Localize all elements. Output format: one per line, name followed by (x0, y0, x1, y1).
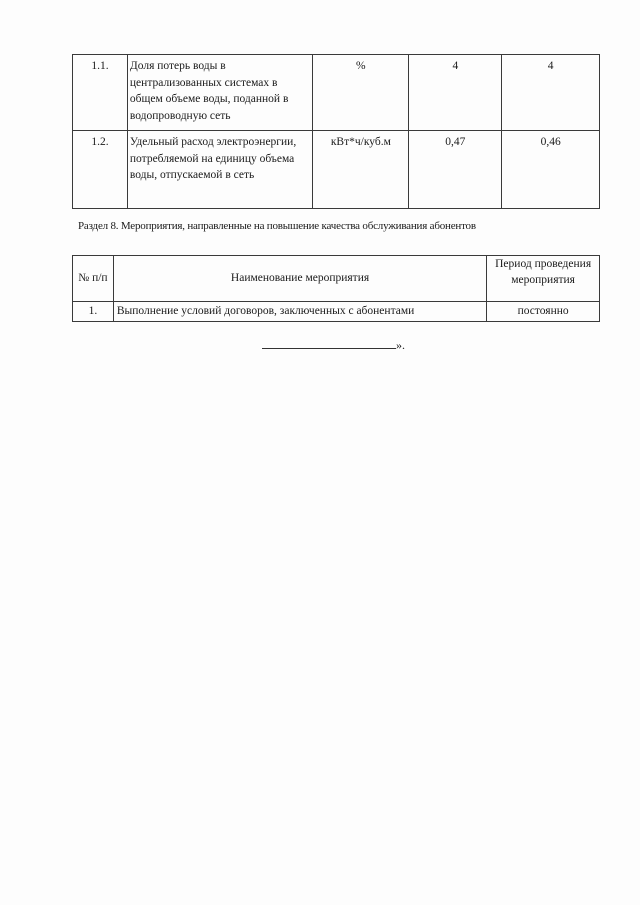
row-number: 1.2. (73, 131, 128, 209)
measure-period: постоянно (487, 302, 600, 322)
unit-of-measure: % (313, 55, 409, 131)
header-measure-name: Наименование мероприятия (113, 256, 486, 302)
section-8-heading: Раздел 8. Мероприятия, направленные на повышение качества обслуживания абонентов (78, 220, 476, 232)
closing-quote: ». (396, 338, 405, 352)
indicators-table (72, 54, 600, 209)
indicator-value-1: 0,47 (409, 131, 502, 209)
row-number: 1.1. (73, 55, 128, 131)
measures-table (72, 255, 600, 322)
header-number: № п/п (73, 256, 114, 302)
indicator-name: Удельный расход электроэнергии, потребляемой на единицу объема воды, отпускаемой в сеть (127, 131, 312, 209)
indicator-value-2: 0,46 (502, 131, 600, 209)
table-row (73, 131, 600, 209)
measure-name: Выполнение условий договоров, заключенных с абонентами (113, 302, 486, 322)
row-number: 1. (73, 302, 114, 322)
unit-of-measure: кВт*ч/куб.м (313, 131, 409, 209)
header-period: Период проведения мероприятия (487, 256, 600, 302)
table-row (73, 55, 600, 131)
closing-line (262, 338, 405, 353)
indicator-name: Доля потерь воды в централизованных системах в общем объеме воды, поданной в водопроводную сеть (127, 55, 312, 131)
table-row (73, 302, 600, 322)
indicator-value-1: 4 (409, 55, 502, 131)
blank-line (262, 338, 396, 349)
indicator-value-2: 4 (502, 55, 600, 131)
table-header-row (73, 256, 600, 302)
